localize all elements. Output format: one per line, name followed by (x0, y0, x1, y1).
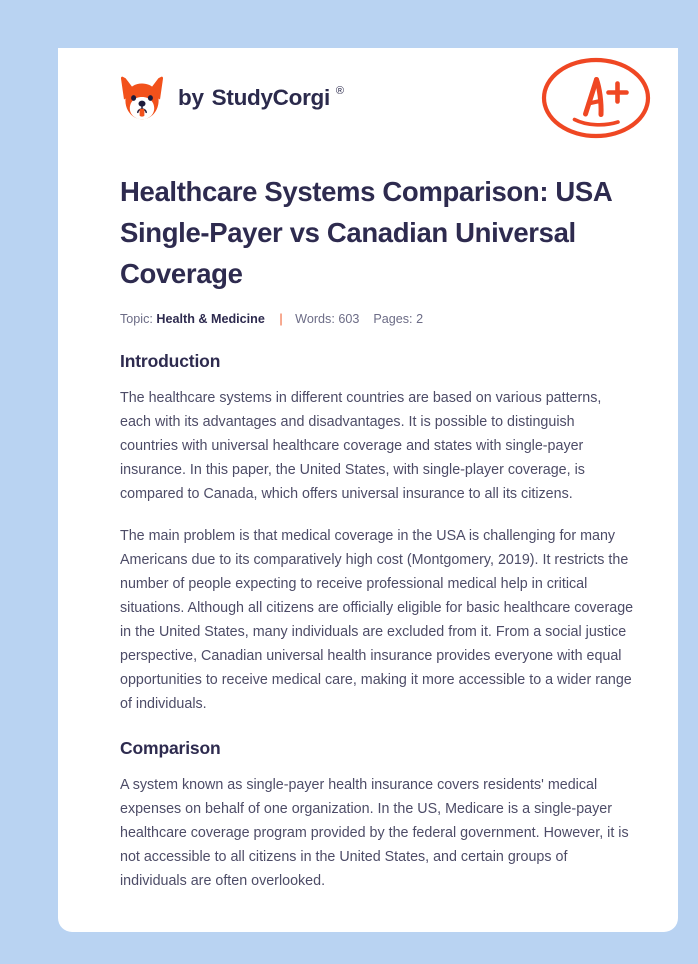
pages-value: 2 (416, 311, 424, 326)
words-label: Words: (295, 311, 335, 326)
pages-label: Pages: (373, 311, 413, 326)
studycorgi-brand-logo[interactable] (120, 70, 344, 126)
paragraph: A system known as single-payer health insurance covers residents' medical expenses on behalf of one organization. In the US, Medicare is a single-payer healthcare coverage program provided by the federal government. However, it is not accessible to all citizens in the United States, and certain groups of individuals are often overlooked. (120, 777, 629, 890)
document-section (120, 738, 636, 893)
document-body (120, 172, 636, 893)
document-page (58, 48, 678, 932)
section-heading-comparison: Comparison (120, 738, 221, 758)
meta-separator: | (279, 311, 283, 326)
paragraph: The main problem is that medical coverage in the USA is challenging for many Americans due to its comparatively high cost (Montgomery, 2019). It restricts the number of people expecting to receive professional medical help in critical situations. Although all citizens are officially eligible for basic healthcare coverage in the United States, many individuals are excluded from it. From a social justice perspective, Canadian universal health insurance provides everyone with equal opportunities to receive medical care, making it more accessible to a wider range of individuals. (120, 527, 634, 712)
document-header (58, 48, 678, 150)
brand-name-text: StudyCorgi (211, 84, 330, 110)
a-plus-grade-icon (538, 52, 654, 144)
corgi-face-icon (120, 75, 164, 121)
brand-by-text: by (178, 84, 204, 110)
words-value: 603 (338, 311, 360, 326)
topic-label: Topic: (120, 311, 153, 326)
section-heading-introduction: Introduction (120, 350, 221, 371)
document-meta (120, 310, 636, 329)
registered-trademark-icon: ® (335, 84, 345, 97)
page-title: Healthcare Systems Comparison: USA Single-Payer vs Canadian Universal Coverage (120, 176, 612, 289)
topic-value[interactable]: Health & Medicine (156, 311, 265, 326)
brand-wordmark (178, 84, 345, 110)
document-section (120, 351, 636, 716)
paragraph: The healthcare systems in different countries are based on various patterns, each with its advantages and disadvantages. It is possible to distinguish countries with universal healthcare coverage and states with single-payer insurance. In this paper, the United States, with single-player coverage, is compared to Canada, which offers universal insurance to all its citizens. (120, 389, 602, 502)
